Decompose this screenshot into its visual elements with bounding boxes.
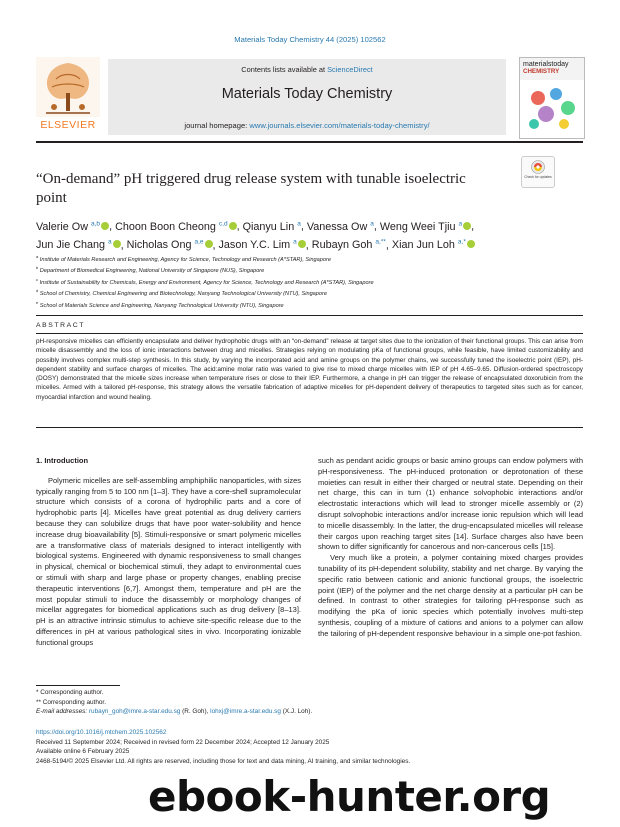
doi-link[interactable]: https://doi.org/10.1016/j.mtchem.2025.102562 (36, 729, 167, 736)
email-label: E-mail addresses: (36, 708, 89, 716)
author-name: Jun Jie Chang (36, 239, 106, 252)
orcid-icon[interactable] (113, 240, 121, 248)
author-name: Choon Boon Cheong (115, 220, 216, 233)
homepage-link[interactable]: www.journals.elsevier.com/materials-today-chemistry/ (249, 121, 430, 130)
watermark-text: ebook-hunter.org (148, 772, 551, 821)
check-for-updates-badge[interactable] (521, 156, 555, 188)
cover-journal-name: materialstoday (523, 61, 569, 68)
check-updates-label: Check for updates (524, 175, 552, 179)
footnote-rule (36, 685, 120, 686)
orcid-icon[interactable] (467, 240, 475, 248)
affiliation-text: Institute of Materials Research and Engineering, Agency for Science, Technology and Research (A*STAR), Singapore (39, 256, 331, 263)
cover-header (520, 58, 584, 80)
author[interactable] (36, 239, 121, 251)
email-owner: (R. Goh), (180, 708, 211, 716)
journal-masthead (108, 59, 506, 135)
section-heading-introduction: 1. Introduction (36, 456, 89, 465)
footnotes (36, 688, 536, 717)
orcid-icon[interactable] (101, 222, 109, 230)
author[interactable] (219, 239, 306, 251)
author-affiliation-marker: a (293, 238, 297, 246)
journal-title: Materials Today Chemistry (221, 86, 393, 102)
email-owner: (X.J. Loh). (280, 708, 313, 716)
affiliation-label: c (36, 276, 38, 282)
abstract-bottom-rule (36, 427, 583, 428)
author-name: Xian Jun Loh (391, 239, 455, 252)
sciencedirect-link[interactable]: ScienceDirect (327, 65, 373, 74)
online-date: Available online 6 February 2025 (36, 748, 130, 756)
affiliation-text: Institute of Sustainability for Chemicals, Energy and Environment, Agency for Science, Technology and Research (A*STAR), Singapore (39, 279, 374, 286)
author-name: Weng Weei Tjiu (379, 220, 456, 233)
author-affiliation-marker: a (297, 220, 301, 227)
elsevier-tree-icon (36, 57, 100, 117)
author-name: Rubayn Goh (311, 239, 373, 252)
orcid-icon[interactable] (229, 222, 237, 230)
journal-cover-thumbnail[interactable] (519, 57, 585, 139)
intro-paragraph: such as pendant acidic groups or basic amino groups can endow polymers with pH-responsiveness. The pH-induced protonation or deprotonation of these moieties can result in either their charged or neutral state. Depending on their net charge, this can in turn (1) enhance solvophobic interactions and/or electrostatic interactions which will lead to stronger micelle assembly or (2) disrupt solvophobic interactions and/or increase ionic repulsion which will lead to micelle disassembly. In the latter, the drug-encapsulated micelles will release their cargos upon reaching target sites [14]. Surface charges also have been shown to differ significantly for cancerous and non-cancerous cells [15]. (318, 456, 583, 552)
author-name: Nicholas Ong (126, 239, 192, 252)
contents-prefix: Contents lists available at (241, 65, 328, 74)
affiliation-list (36, 253, 596, 310)
affiliation-text: Department of Biomedical Engineering, National University of Singapore (NUS), Singapore (39, 268, 265, 275)
email-link[interactable]: lohxj@imre.a-star.edu.sg (210, 708, 281, 716)
elsevier-wordmark: ELSEVIER (40, 119, 96, 131)
orcid-icon[interactable] (205, 240, 213, 248)
author[interactable] (380, 221, 471, 233)
homepage-prefix: journal homepage: (184, 121, 250, 130)
abstract-text: pH-responsive micelles can efficiently encapsulate and deliver hydrophobic drugs with an “on-demand” release at target sites due to the ionization of their functional groups. This can arise from micelle disassembly and the loss of ionic interactions between drug and micelles. Strategies relying on modulating pKa of functional groups, while feasible, have limited customizability and possibly involves complex multi-step synthesis. In this study, by varying the incorporated acid and amine groups on the polymer chains, we successfully tuned the isoelectric point (IEP), pH-dependent stability and surface charges of micelles. The acid:amine molar ratio was varied to give rise to mixed charge micelles with IEP of pH 4.65–9.65. Diffusion-ordered spectroscopy (DOSY) demonstrated that the micelle sizes increase when temperature rises or close to their IEP. Furthermore, a change in pH can trigger the release of encapsulated doxorubicin from the micelles. Armed with a tailored pH-response, this strategy allows the versatile fabrication of adaptive micelles for pH-dependent delivery of therapeutics to targeted sites such as for cancer, myocardial infarction and wound healing. (36, 338, 583, 401)
author[interactable] (392, 239, 475, 251)
intro-paragraph: Polymeric micelles are self-assembling amphiphilic nanoparticles, with sizes typically ranging from 5 to 100 nm [1–3]. They have a core-shell supramolecular structure which consists of a corona of hydrophilic parts and a core of hydrophobic parts [4]. Micelles have great potential as drug delivery carriers because they can solubilize drugs that have poor water-solubility and hence increase drug bioavailability [5]. Stimuli-responsive or smart polymeric micelles are a transformative class of materials designed to interact intelligently with biological systems. Engineered with dynamic responsiveness to small changes in physical, chemical or biochemical stimuli, they adapt to environmental cues or stimuli with sharp and large phase or property changes, enabling precise therapeutic interventions [6,7]. Amongst them, temperature and pH are the most popular stimuli to induce the disassembly or morphology changes of micellar aggregates for biomedical applications such as drug delivery [8–13]. pH is an attractive intrinsic stimulus to achieve site-specific release due to the differences in pH at various pathological sites in vivo. Incorporating ionizable functional groups (36, 475, 301, 647)
author-name: Vanessa Ow (306, 220, 368, 233)
body-column-left (36, 456, 301, 649)
publication-info (36, 728, 583, 766)
orcid-icon[interactable] (298, 240, 306, 248)
journal-reference[interactable]: Materials Today Chemistry 44 (2025) 102562 (234, 35, 386, 44)
author-affiliation-marker: a (458, 220, 463, 227)
affiliation (36, 287, 596, 298)
affiliation (36, 276, 596, 287)
author-affiliation-marker: c,d (218, 220, 228, 227)
affiliation-label: a (36, 254, 39, 259)
contents-line (108, 65, 506, 74)
author-name: Jason Y.C. Lim (218, 239, 291, 252)
affiliation-label: e (36, 299, 39, 305)
corresponding-author-note: * Corresponding author. (36, 689, 104, 696)
abstract-heading-rule (36, 333, 583, 334)
author-affiliation-marker: a,b (91, 220, 101, 227)
cover-art-icon (520, 80, 584, 138)
abstract-heading: ABSTRACT (36, 322, 86, 329)
email-addresses (36, 707, 536, 717)
author-affiliation-marker: a (108, 238, 112, 246)
author-list: Valerie Ow $^{a,b}$ , Choon Boon Cheong $^{c,d}$ , Qianyu Lin $^a$, Vanessa Ow $^a$, Weng Weei Tjiu $^a$ , Jun Jie Chang $^a$ , Nicholas Ong $^{a,e}$ , Jason Y.C. Lim $^a$ , Rubayn Goh $^{a,**}$, Xian Jun Loh $^{a,*}$ (36, 220, 475, 252)
elsevier-logo (36, 57, 100, 131)
author-affiliation-marker: a,* (457, 238, 466, 246)
received-dates: Received 11 September 2024; Received in revised form 22 December 2024; Accepted 12 January 2025 (36, 738, 330, 746)
author[interactable] (36, 221, 109, 233)
abstract-top-rule (36, 315, 583, 316)
author-affiliation-marker: a,** (375, 238, 386, 246)
affiliation-text: School of Materials Science and Engineering, Nanyang Technological University (NTU), Singapore (39, 302, 284, 309)
author-name: Valerie Ow (36, 220, 89, 233)
intro-paragraph: Very much like a protein, a polymer containing mixed charges provides tunability of its pH-dependent solubility, stability and net charge. By varying the specific ratio between cationic and anionic functional groups, the isoelectric point (IEP) of the polymer and the net charge density at a particular pH can be defined. In contrast to other strategies for tailoring pH-response such as modifying the pKa of ionic species which potentially involves multi-step synthesis, coupling of a mixture of cations and anions to a polymer can allow the tailoring of pH-dependent responsive behaviour in a simple one-pot fashion. (318, 553, 583, 638)
affiliation-label: b (36, 265, 39, 271)
email-link[interactable]: rubayn_goh@imre.a-star.edu.sg (88, 708, 181, 716)
copyright-line: 2468-5194/© 2025 Elsevier Ltd. All rights are reserved, including those for text and data mining, AI training, and similar technologies. (36, 757, 411, 765)
affiliation-text: School of Chemistry, Chemical Engineering and Biotechnology, Nanyang Technological University (NTU), Singapore (39, 291, 327, 298)
author[interactable] (127, 239, 213, 251)
affiliation (36, 299, 596, 310)
header-rule (36, 141, 583, 143)
cover-journal-sub: CHEMISTRY (523, 68, 560, 75)
author[interactable] (115, 221, 237, 233)
article-title: “On-demand” pH triggered drug release system with tunable isoelectric point (36, 171, 466, 206)
check-updates-icon (531, 160, 545, 174)
affiliation (36, 264, 596, 275)
author-name: Qianyu Lin (242, 220, 295, 233)
author-affiliation-marker: a,e (194, 238, 204, 246)
author[interactable] (243, 221, 301, 233)
affiliation-label: d (36, 288, 39, 294)
author[interactable] (312, 239, 386, 251)
body-column-right (318, 456, 583, 640)
homepage-line (108, 121, 506, 130)
orcid-icon[interactable] (463, 222, 471, 230)
author-affiliation-marker: a (370, 220, 374, 227)
corresponding-author-note: ** Corresponding author. (36, 698, 106, 706)
affiliation (36, 253, 596, 264)
author[interactable] (307, 221, 374, 233)
